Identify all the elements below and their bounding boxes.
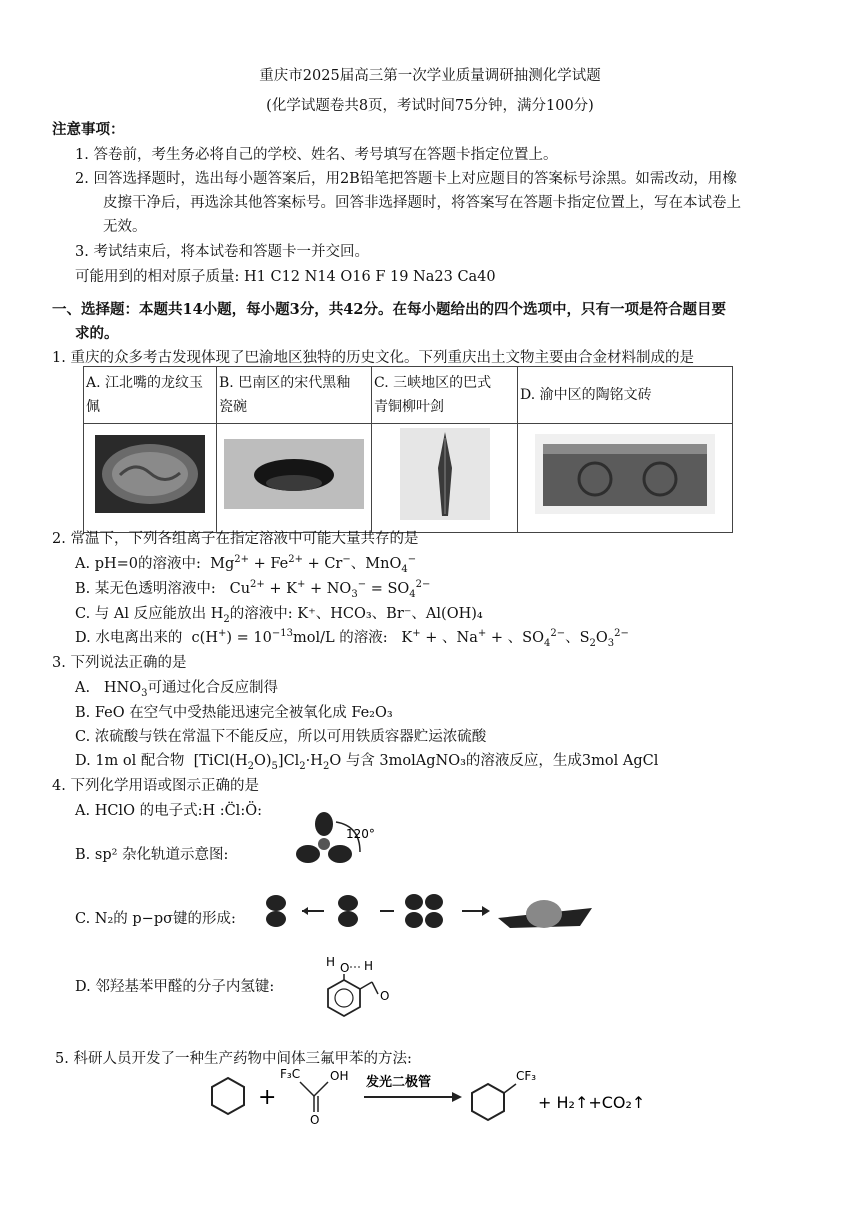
q3-option-b[interactable]: B. FeO 在空气中受热能迅速完全被氧化成 Fe₂O₃ xyxy=(75,705,393,721)
q4-option-b[interactable]: B. sp² 杂化轨道示意图: xyxy=(75,847,229,863)
q2-option-d[interactable]: D. 水电离出来的 $c(H^+) = 10^{-13}mol/L$ 的溶液: K+ + 、Na+ + 、$SO_4^{2-}$、$S_2O_3^{2-}$ xyxy=(75,628,629,649)
q1-options-table xyxy=(83,366,733,533)
svg-text:O: O xyxy=(340,961,350,975)
svg-text:OH: OH xyxy=(330,1069,349,1083)
q1-stem: 1. 重庆的众多考古发现体现了巴渝地区独特的历史文化。下列重庆出土文物主要由合金材料制成的是 xyxy=(52,350,694,366)
q4-stem: 4. 下列化学用语或图示正确的是 xyxy=(52,778,259,794)
q4-option-c[interactable]: C. N₂的 p−pσ键的形成: xyxy=(75,911,236,927)
section-heading: 一、选择题：本题共14小题，每小题3分，共42分。在每小题给出的四个选项中，只有一项是符合题目要 xyxy=(52,301,726,318)
sp2-orbital-diagram xyxy=(290,808,380,876)
q3-option-d[interactable]: D. 1m ol 配合物 $[TiCl(H_2O)_5]Cl_2\cdot H_2O$ 与含 3molAgNO₃的溶液反应，生成3mol AgCl xyxy=(75,753,659,772)
svg-text:+: + xyxy=(258,1085,277,1110)
jade-pendant-image xyxy=(95,435,205,513)
q2-stem: 2. 常温下，下列各组离子在指定溶液中可能大量共存的是 xyxy=(52,531,419,547)
q4-option-d[interactable]: D. 邻羟基苯甲醛的分子内氢键: xyxy=(75,979,275,995)
notice-heading: 注意事项： xyxy=(52,121,125,138)
q3-stem: 3. 下列说法正确的是 xyxy=(52,655,187,671)
notice-item-3: 3. 考试结束后，将本试卷和答题卡一并交回。 xyxy=(75,244,369,260)
angle-label: 120° xyxy=(346,827,375,841)
svg-text:H: H xyxy=(364,959,374,973)
bronze-sword-image xyxy=(400,428,490,520)
svg-text:F₃C: F₃C xyxy=(280,1067,301,1081)
page-subtitle: (化学试题卷共8页，考试时间75分钟，满分100分) xyxy=(266,98,594,114)
atomic-masses: 可能用到的相对原子质量: H1 C12 N14 O16 F 19 Na23 Ca40 xyxy=(75,269,496,285)
q1-option-a[interactable]: A. 江北嘴的龙纹玉 佩 xyxy=(84,367,217,424)
reaction-products: + H₂↑+CO₂↑ xyxy=(538,1093,646,1112)
svg-text:O: O xyxy=(380,989,390,1003)
notice-item-1: 1. 答卷前，考生务必将自己的学校、姓名、考号填写在答题卡指定位置上。 xyxy=(75,147,558,163)
q5-stem: 5. 科研人员开发了一种生产药物中间体三氟甲苯的方法: xyxy=(55,1051,412,1067)
q2-option-c[interactable]: C. 与 Al 反应能放出 $H_2$的溶液中: K⁺、HCO₃、Br⁻、Al(OH)₄ xyxy=(75,606,483,625)
q2-option-b[interactable]: B. 某无色透明溶液中: $Cu^{2+} + K^+ + NO_3^- = SO_4^{2-}$ xyxy=(75,579,431,600)
notice-item-2-cont: 皮擦干净后，再选涂其他答案标号。回答非选择题时，将答案写在答题卡指定位置上，写在本试卷上 xyxy=(103,195,741,211)
page-title: 重庆市2025届高三第一次学业质量调研抽测化学试题 xyxy=(259,68,601,84)
notice-item-2-end: 无效。 xyxy=(103,219,147,235)
black-glaze-bowl-image xyxy=(224,439,364,509)
sigma-bond-diagram xyxy=(262,888,592,934)
svg-text:O: O xyxy=(310,1113,320,1127)
q1-option-c[interactable]: C. 三峡地区的巴式 青铜柳叶剑 xyxy=(372,367,518,424)
notice-item-2: 2. 回答选择题时，选出每小题答案后，用2B铅笔把答题卡上对应题目的答案标号涂黑。如需改动，用橡 xyxy=(75,171,737,187)
salicylaldehyde-structure xyxy=(316,952,406,1024)
inscribed-brick-image xyxy=(535,434,715,514)
q4-option-a[interactable]: A. HClO 的电子式:H :C̈l:Ö: xyxy=(75,803,262,819)
q2-option-a[interactable]: A. pH=0的溶液中: $Mg^{2+} + Fe^{2+} + Cr^-$、MnO$_4$− xyxy=(75,554,417,575)
reaction-arrow-label: 发光二极管 xyxy=(366,1075,432,1090)
svg-text:H: H xyxy=(326,955,336,969)
q3-option-a[interactable]: A. $HNO_3$可通过化合反应制得 xyxy=(75,680,279,699)
svg-text:CF₃: CF₃ xyxy=(516,1069,537,1083)
q3-option-c[interactable]: C. 浓硫酸与铁在常温下不能反应，所以可用铁质容器贮运浓硫酸 xyxy=(75,729,487,745)
q1-option-d[interactable]: D. 渝中区的陶铭文砖 xyxy=(518,367,733,424)
q1-option-b[interactable]: B. 巴南区的宋代黑釉 瓷碗 xyxy=(217,367,372,424)
q5-reaction-scheme xyxy=(200,1064,670,1128)
section-heading-cont: 求的。 xyxy=(75,325,119,342)
